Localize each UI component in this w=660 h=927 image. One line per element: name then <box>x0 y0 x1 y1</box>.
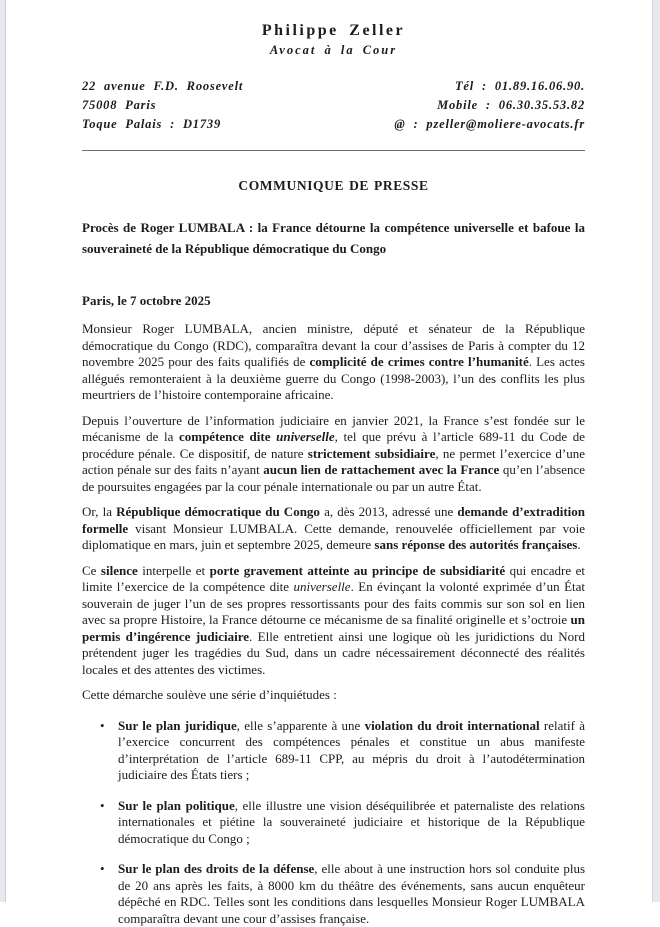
list-item-defense-rights <box>82 861 585 927</box>
bullet-marker-icon: • <box>100 718 105 735</box>
paragraph-extradition-request: Or, la République démocratique du Congo a, dès 2013, adressé une demande d’extradition formelle visant Monsieur LUMBALA. Cette demande, renouvelée officiellement par voie diplomatique en mars, juin et septembre 2025, demeure sans réponse des autorités françaises. <box>82 504 585 554</box>
address-line-1: 22 avenue F.D. Roosevelt <box>82 77 243 96</box>
paragraph-subsidiarity: Ce silence interpelle et porte gravement atteinte au principe de subsidiarité qui encadre et limite l’exercice de la compétence dite universelle. En évinçant la volonté exprimée d’un État souverain de juger l’un de ses propres ressortissants pour des faits commis sur son sol en lien avec sa propre Histoire, la France détourne ce mécanisme de sa finalité originelle et s’octroie un permis d’ingérence judiciaire. Elle entretient ainsi une logique où les juridictions du Nord prétendent juger les tragédies du Sud, dans un cadre nécessairement déconnecté des réalités locales et des attentes des victimes. <box>82 563 585 679</box>
letterhead <box>82 22 585 151</box>
address-line-2: 75008 Paris <box>82 96 243 115</box>
dateline: Paris, le 7 octobre 2025 <box>82 293 585 309</box>
press-release-body <box>82 178 585 927</box>
list-item-defense-rights-text: Sur le plan des droits de la défense, elle about à une instruction hors sol conduite plus de 20 ans après les faits, à 8000 km du théâtre des événements, sans aucun enquêteur dépêché en RDC. Telles sont les conditions dans lesquelles Monsieur Roger LUMBALA comparaîtra devant une cour d’assises française. <box>118 861 585 926</box>
list-item-legal-text: Sur le plan juridique, elle s’apparente à une violation du droit international relatif à l’exercice concurrent des compétences pénales et constitue un abus manifeste d’interprétation de l’article 689-11 CPP, au mépris du droit à l’autodétermination judiciaire des États tiers ; <box>118 718 585 783</box>
letterhead-name: Philippe Zeller <box>82 22 585 40</box>
address-line-3: Toque Palais : D1739 <box>82 115 243 134</box>
letterhead-phones <box>394 77 585 134</box>
letterhead-contact-row <box>82 77 585 134</box>
concerns-list <box>82 718 585 927</box>
mobile-line: Mobile : 06.30.35.53.82 <box>394 96 585 115</box>
email-line: @ : pzeller@moliere-avocats.fr <box>394 115 585 134</box>
subject-headline: Procès de Roger LUMBALA : la France détourne la compétence universelle et bafoue la souveraineté de la République démocratique du Congo <box>82 217 585 259</box>
list-item-political-text: Sur le plan politique, elle illustre une vision déséquilibrée et paternaliste des relations internationales et piétine la souveraineté judiciaire et historique de la République démocratique du Congo ; <box>118 798 585 846</box>
bullet-marker-icon: • <box>100 798 105 815</box>
paragraph-introduction: Monsieur Roger LUMBALA, ancien ministre, député et sénateur de la République démocratique du Congo (RDC), comparaîtra devant la cour d’assises de Paris à compter du 12 novembre 2025 pour des faits qualifiés de complicité de crimes contre l’humanité. Les actes allégués remonteraient à la deuxième guerre du Congo (1998-2003), l’un des conflits les plus meurtriers de l’histoire contemporaine africaine. <box>82 321 585 404</box>
letterhead-divider <box>82 150 585 151</box>
bullet-marker-icon: • <box>100 861 105 878</box>
letterhead-role: Avocat à la Cour <box>82 43 585 58</box>
paragraph-universal-jurisdiction: Depuis l’ouverture de l’information judiciaire en janvier 2021, la France s’est fondée sur le mécanisme de la compétence dite universelle, tel que prévu à l’article 689-11 du Code de procédure pénale. Ce dispositif, de nature strictement subsidiaire, ne permet l’exercice d’une action pénale sur des faits n’ayant aucun lien de rattachement avec la France qu’en l’absence de poursuites engagées par la cour pénale internationale ou par un autre État. <box>82 413 585 496</box>
letterhead-address <box>82 77 243 134</box>
concerns-list-intro: Cette démarche soulève une série d’inquiétudes : <box>82 687 585 704</box>
phone-line: Tél : 01.89.16.06.90. <box>394 77 585 96</box>
list-item-legal <box>82 718 585 784</box>
list-item-political <box>82 798 585 848</box>
document-title: COMMUNIQUE DE PRESSE <box>82 178 585 194</box>
